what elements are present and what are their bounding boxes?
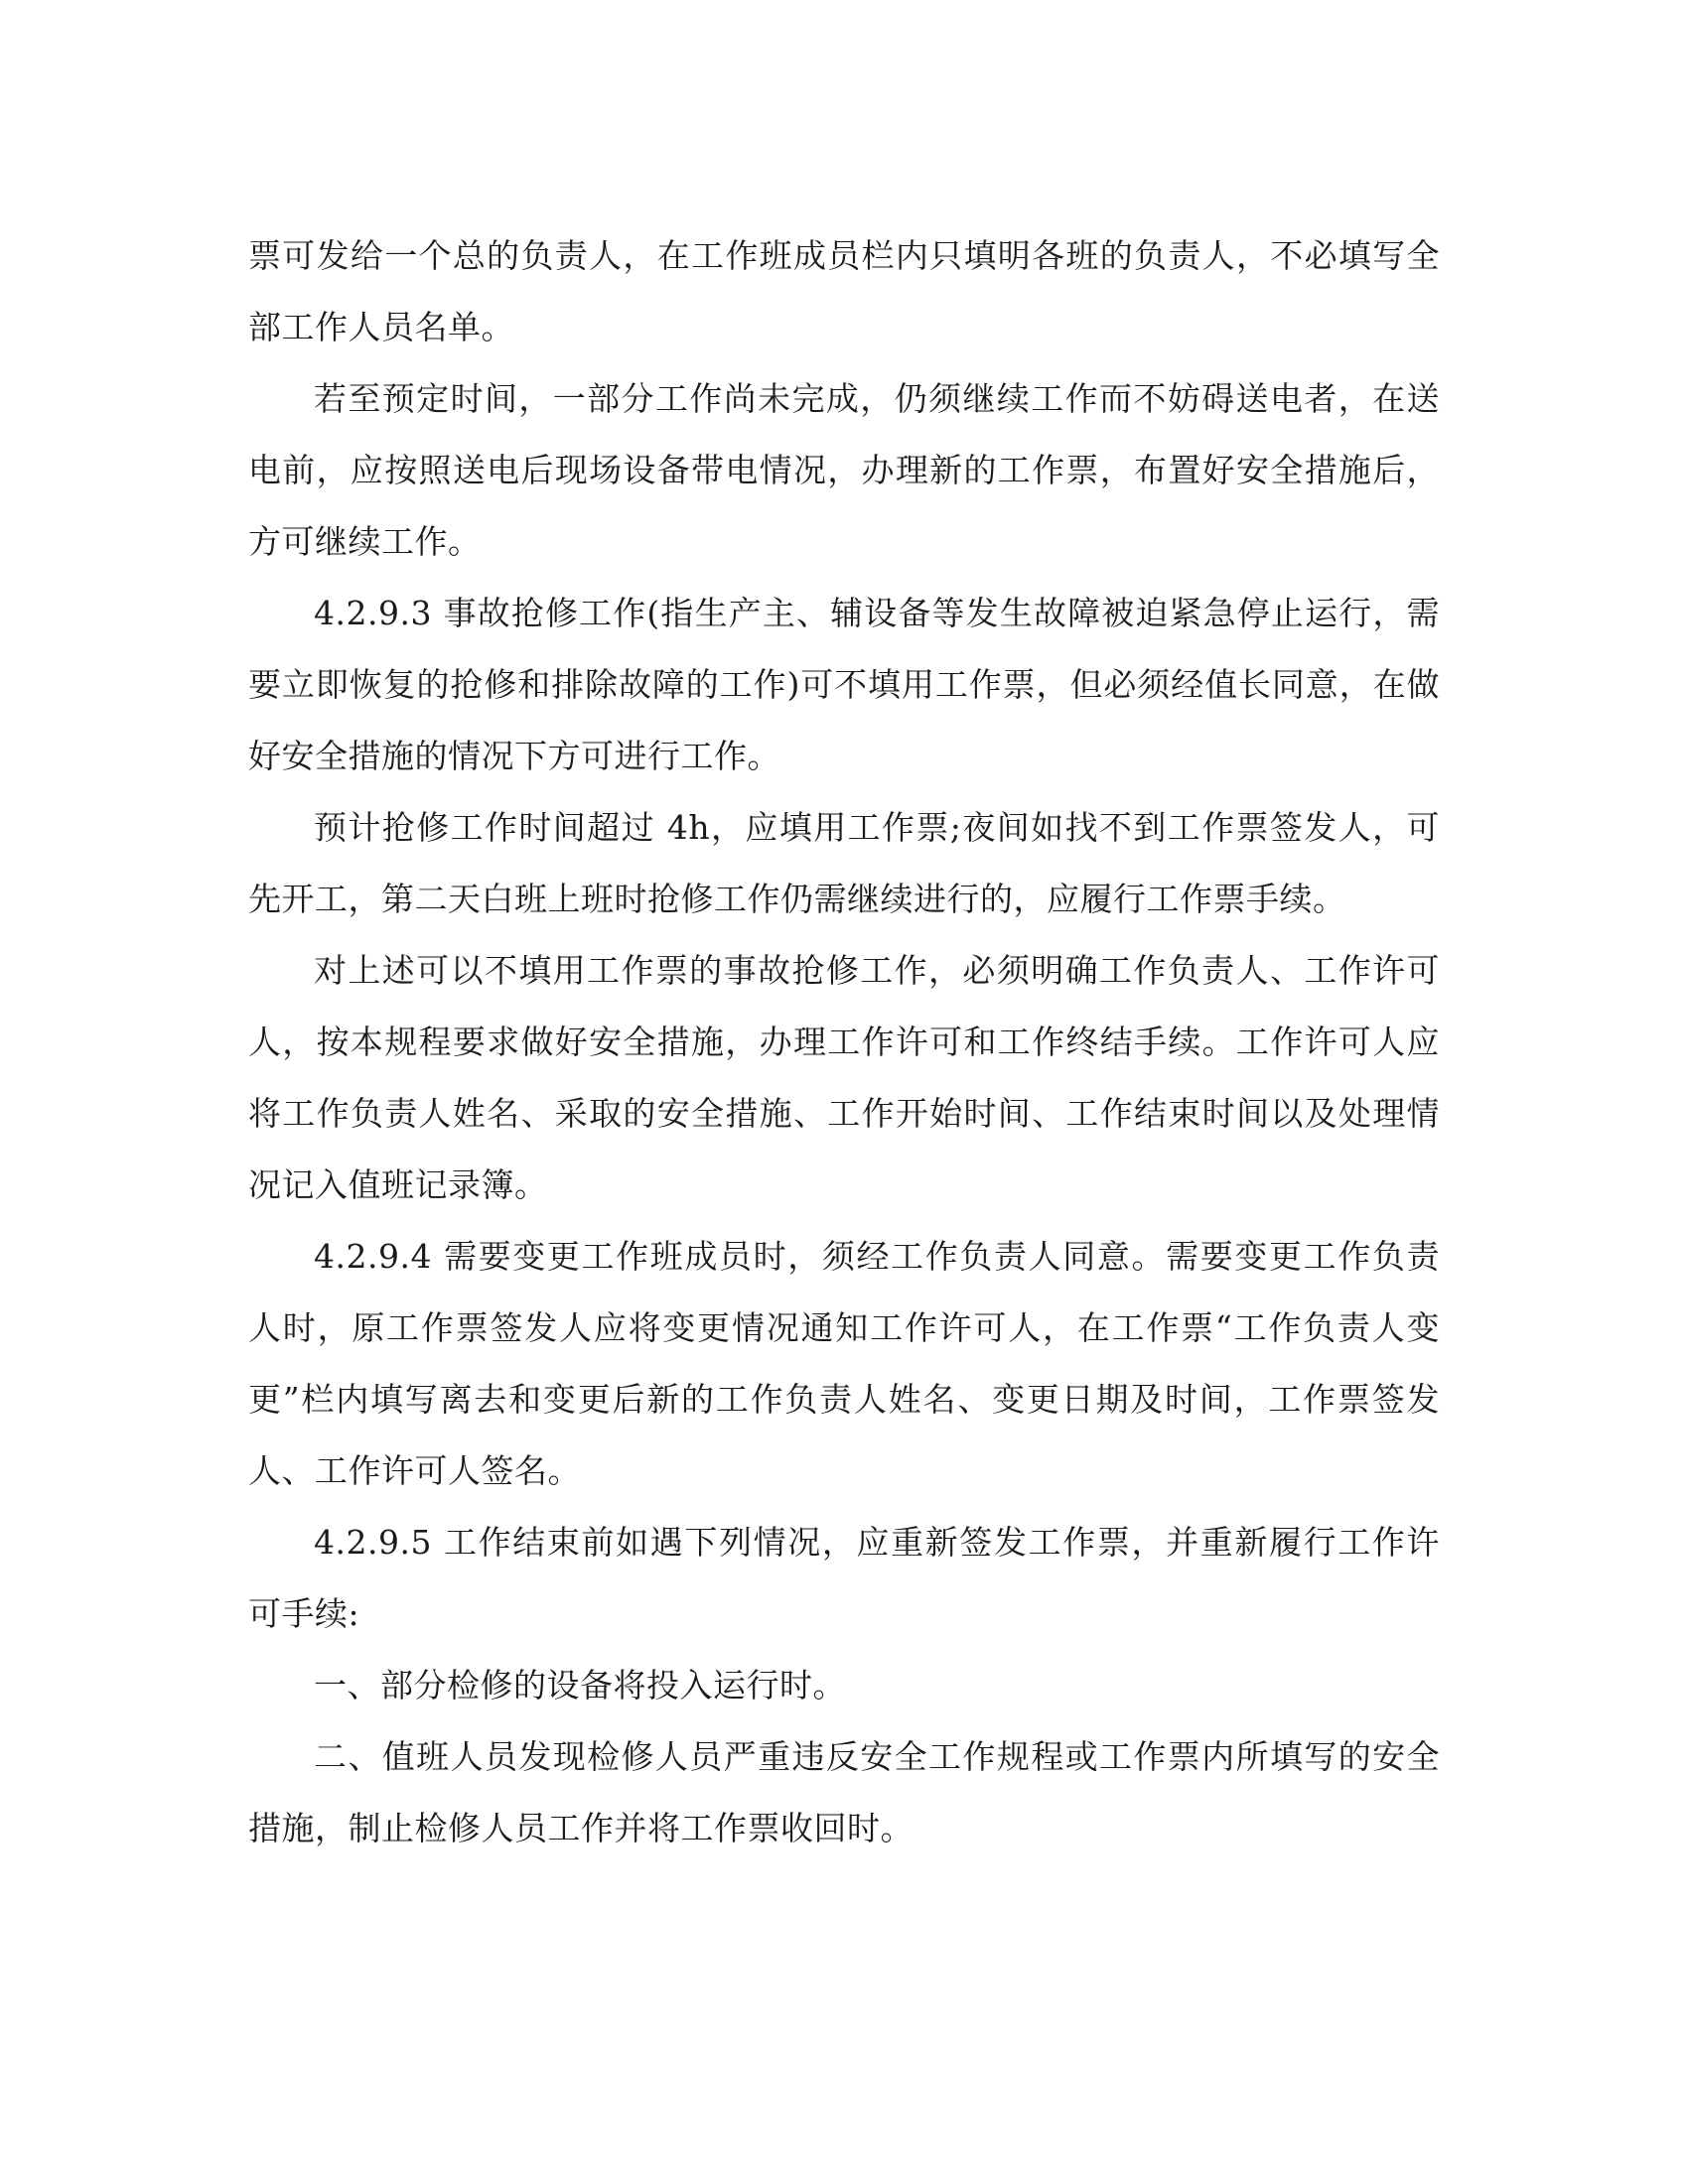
paragraph-4-2-9-4: 4.2.9.4 需要变更工作班成员时，须经工作负责人同意。需要变更工作负责人时，原工作票签发人应将变更情况通知工作许可人，在工作票“工作负责人变更”栏内填写离去和变更后新的工作负责人姓名、变更日期及时间，工作票签发人、工作许可人签名。	[248, 1237, 1440, 1490]
paragraph-4-2-9-3: 4.2.9.3 事故抢修工作(指生产主、辅设备等发生故障被迫紧急停止运行，需要立即恢复的抢修和排除故障的工作)可不填用工作票，但必须经值长同意，在做好安全措施的情况下方可进行工作。	[248, 594, 1440, 775]
document-page	[248, 220, 1440, 1864]
list-item-two: 二、值班人员发现检修人员严重违反安全工作规程或工作票内所填写的安全措施，制止检修人员工作并将工作票收回时。	[248, 1737, 1440, 1847]
paragraph-4-2-9-5: 4.2.9.5 工作结束前如遇下列情况，应重新签发工作票，并重新履行工作许可手续:	[248, 1523, 1440, 1633]
paragraph-overtime-work: 若至预定时间，一部分工作尚未完成，仍须继续工作而不妨碍送电者，在送电前，应按照送电后现场设备带电情况，办理新的工作票，布置好安全措施后，方可继续工作。	[248, 379, 1440, 561]
paragraph-continuation: 票可发给一个总的负责人，在工作班成员栏内只填明各班的负责人，不必填写全部工作人员名单。	[248, 236, 1440, 346]
paragraph-emergency-repair-rules: 对上述可以不填用工作票的事故抢修工作，必须明确工作负责人、工作许可人，按本规程要求做好安全措施，办理工作许可和工作终结手续。工作许可人应将工作负责人姓名、采取的安全措施、工作开始时间、工作结束时间以及处理情况记入值班记录簿。	[248, 951, 1440, 1204]
paragraph-estimated-repair-time: 预计抢修工作时间超过 4h，应填用工作票;夜间如找不到工作票签发人，可先开工，第二天白班上班时抢修工作仍需继续进行的，应履行工作票手续。	[248, 808, 1440, 918]
list-item-one: 一、部分检修的设备将投入运行时。	[314, 1666, 846, 1705]
